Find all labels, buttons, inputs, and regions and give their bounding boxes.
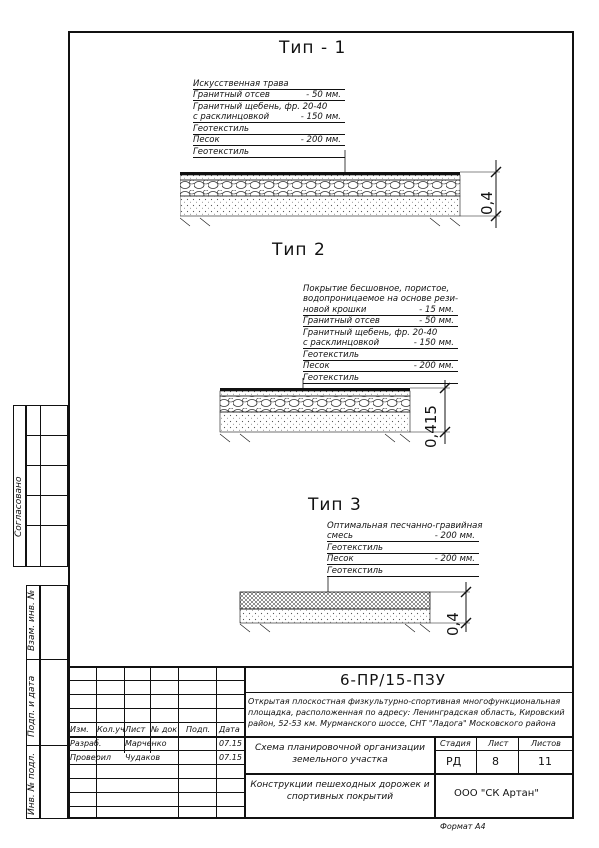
layer-row: Искусственная трава (193, 78, 345, 90)
stamp-line (244, 692, 574, 693)
stamp-line (68, 806, 244, 807)
type-1-title: Тип - 1 (279, 38, 347, 58)
stage-value: РД (446, 755, 462, 768)
agreed-grid (26, 405, 68, 567)
document-code: 6-ПР/15-ПЗУ (340, 671, 446, 689)
title-block (68, 666, 574, 819)
type-2-layers (303, 283, 458, 384)
grid-line (26, 659, 68, 660)
name-checker: Чудаков (125, 753, 161, 762)
sheet-value: 8 (492, 755, 499, 768)
layer-row: Покрытие бесшовное, пористое, (303, 283, 450, 294)
grid-line (26, 745, 68, 746)
header-kolich: Кол.уч (97, 725, 125, 734)
inv-label: Инв. № подл. (27, 752, 37, 815)
grid-line (26, 495, 68, 496)
layer-row: Геотекстиль (303, 372, 458, 384)
layer-row: Песок - 200 мм. (327, 554, 479, 566)
layer-row: водопроницаемое на основе рези- (303, 294, 459, 304)
grid-line (40, 405, 41, 567)
document-title: Схема планировочной организации земельного участка (255, 743, 425, 765)
stamp-line (68, 722, 244, 723)
sheet-label: Лист (488, 739, 509, 748)
stamp-line (68, 764, 244, 765)
company-name: ООО "СК Артан" (454, 788, 539, 799)
header-date: Дата (219, 725, 240, 734)
type-3-title: Тип 3 (308, 495, 362, 515)
stamp-line (68, 666, 574, 668)
drawing-title: Конструкции пешеходных дорожек и спортивных покрытий (250, 780, 430, 802)
header-list: Лист (125, 725, 146, 734)
layer-row: Песок - 200 мм. (193, 135, 345, 147)
stamp-line (68, 736, 244, 738)
layer-row: Геотекстиль (327, 542, 479, 554)
layer-row: Гранитный щебень, фр. 20-40 (193, 101, 328, 112)
layer-row: смесь - 200 мм. (327, 531, 479, 543)
type-3-section (230, 576, 480, 636)
sheets-value: 11 (538, 755, 552, 768)
layer-row: Песок - 200 мм. (303, 361, 458, 373)
type-2-title: Тип 2 (272, 240, 326, 260)
format-label: Формат А4 (440, 822, 486, 831)
stamp-line (244, 736, 574, 738)
stage-label: Стадия (440, 739, 471, 748)
side-approval-block (13, 405, 68, 819)
role-developer: Разраб. (70, 739, 102, 748)
layer-row: Геотекстиль (327, 565, 479, 577)
grid-line (26, 435, 68, 436)
stamp-line (476, 736, 477, 773)
layer-row: Геотекстиль (303, 349, 458, 361)
type-1-section (180, 150, 510, 230)
side-value-col (40, 585, 68, 819)
header-ndoc: № док (151, 725, 178, 734)
layer-row: с расклинцовкой - 150 мм. (303, 338, 458, 350)
stamp-line (178, 666, 179, 819)
type-3-layers (327, 520, 483, 577)
stamp-line (434, 736, 436, 819)
stamp-line (518, 736, 519, 773)
stamp-line (68, 680, 244, 681)
stamp-line (68, 708, 244, 709)
date-checker: 07.15 (219, 753, 242, 762)
role-checker: Проверил (70, 753, 112, 762)
stamp-line (68, 792, 244, 793)
layer-row: Геотекстиль (193, 123, 345, 135)
type-1-dimension: 0,4 (478, 191, 496, 215)
stamp-line (434, 750, 574, 751)
type-2-section (205, 378, 455, 453)
stamp-line (68, 778, 244, 779)
vzam-label: Взам. инв. № (27, 589, 37, 651)
type-2-dimension: 0,415 (422, 405, 440, 448)
date-developer: 07.15 (219, 739, 242, 748)
grid-line (26, 465, 68, 466)
type-3-dimension: 0,4 (444, 612, 462, 636)
layer-row: Гранитный отсев - 50 мм. (303, 316, 458, 328)
stamp-line (244, 773, 574, 775)
agreed-label: Согласовано (14, 476, 24, 537)
stamp-line (68, 694, 244, 695)
layer-row: Гранитный отсев - 50 мм. (193, 90, 345, 102)
project-description: Открытая плоскостная физкультурно-спортивная многофункциональная площадка, расположенная по адресу: Ленинградская область, Кировский район, 52-53 км. Мурманского шоссе, СНТ "Ладога" Московского района (248, 697, 565, 728)
stamp-line (68, 750, 244, 751)
header-podp: Подп. (186, 725, 211, 734)
layer-row: новой крошки - 15 мм. (303, 304, 458, 316)
type-1-layers (193, 78, 345, 158)
name-developer: Марченко (125, 739, 167, 748)
header-izm: Изм. (70, 725, 89, 734)
sheets-label: Листов (531, 739, 561, 748)
layer-row: Гранитный щебень, фр. 20-40 (303, 327, 438, 338)
layer-row: с расклинцовкой - 150 мм. (193, 112, 345, 124)
stamp-line (244, 666, 246, 819)
layer-row: Геотекстиль (193, 146, 345, 158)
podp-label: Подп. и дата (27, 675, 37, 737)
stamp-line (216, 666, 217, 819)
layer-row: Оптимальная песчанно-гравийная (327, 520, 483, 531)
grid-line (26, 525, 68, 526)
